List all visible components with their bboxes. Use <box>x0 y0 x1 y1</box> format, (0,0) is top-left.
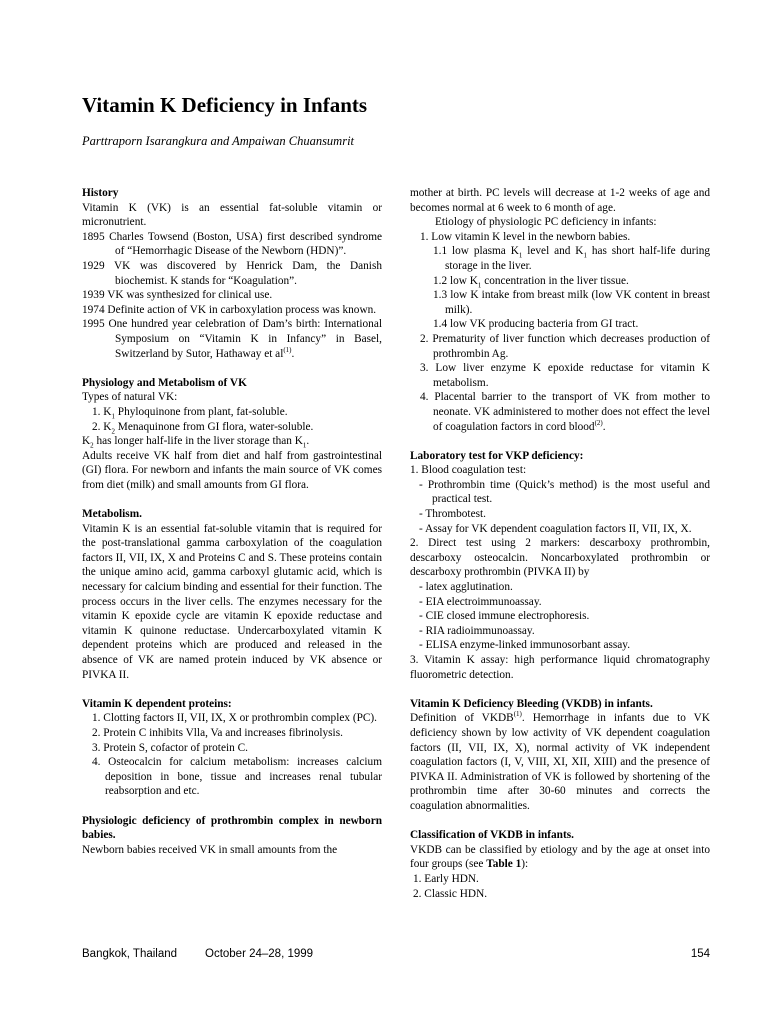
etiology-subitem <box>410 244 710 273</box>
item-text: Phyloquinone from plant, fat-soluble. <box>114 405 288 418</box>
classification-item: 2. Classic HDN. <box>413 887 488 900</box>
list-item: 4. Osteocalcin for calcium metabolism: increases calcium deposition in bone, tissue and increases renal tubular reabsorption and etc. <box>92 756 382 798</box>
classification-item: 1. Early HDN. <box>413 872 479 885</box>
item-text: . Hemorrhage in infants due to VK deficiency shown by low activity of VK dependent coagulation factors (II, VII, IX, X), normal activity of VK independent coagulation factors (I, V, VIII, XI, XII, XIII) and the presence of PIVKA II. Administration of VK is followed by shortening of the prothrombin time after 30-60 minutes and corrects the coagulation abnormalities. <box>410 712 710 812</box>
physiologic-paragraph-continued: mother at birth. PC levels will decrease at 1-2 weeks of age and becomes normal at 6 week to 6 month of age. <box>410 187 710 214</box>
punctuation: . <box>291 347 295 360</box>
left-column <box>82 186 382 857</box>
etiology-subitem: 1.3 low K intake from breast milk (low VK content in breast milk). <box>433 289 710 316</box>
lab-subitem: - Prothrombin time (Quick’s method) is the most useful and practical test. <box>419 478 710 506</box>
item-text: 2. K <box>92 420 112 433</box>
etiology-item: 1. Low vitamin K level in the newborn babies. <box>420 230 631 243</box>
item-text: concentration in the liver tissue. <box>481 274 629 287</box>
item-text: Menaquinone from GI flora, water-soluble. <box>114 420 314 433</box>
lab-subitem: - Assay for VK dependent coagulation factors II, VII, IX, X. <box>419 522 692 535</box>
list-item: 2. Protein C inhibits Vlla, Va and increases fibrinolysis. <box>92 726 343 739</box>
page-number: 154 <box>690 948 710 960</box>
reference-marker: (1) <box>513 710 522 719</box>
item-text: 4. Placental barrier to the transport of VK from mother to neonate. VK administered to mother does not effect the level of coagulation factors in cord blood <box>420 391 710 433</box>
item-text: level and K <box>522 245 584 258</box>
subscript: 2 <box>111 426 115 435</box>
history-event: 1895 Charles Towsend (Boston, USA) first described syndrome of “Hemorrhagic Disease of the Newborn (HDN)”. <box>82 230 382 258</box>
table-reference: Table 1 <box>486 858 522 871</box>
physiologic-paragraph: Newborn babies received VK in small amounts from the <box>82 843 338 856</box>
subscript: 2 <box>90 441 94 450</box>
list-item: 3. Protein S, cofactor of protein C. <box>92 741 248 754</box>
etiology-item: 3. Low liver enzyme K epoxide reductase for vitamin K metabolism. <box>420 362 710 389</box>
etiology-subitem: 1.4 low VK producing bacteria from GI tract. <box>433 318 639 331</box>
etiology-subitem <box>410 274 710 289</box>
section-heading-dependent-proteins: Vitamin K dependent proteins: <box>82 697 232 710</box>
history-event <box>82 317 382 361</box>
history-event-text: 1995 One hundred year celebration of Dam’s birth: International Symposium on “Vitamin K in Infancy” in Basel, Switzerland by Sutor, Hathaway et al <box>82 318 382 360</box>
item-text: VKDB can be classified by etiology and by the age at onset into four groups (see <box>410 843 710 871</box>
item-text: 1.1 low plasma K <box>433 245 519 258</box>
item-text: . <box>306 435 310 448</box>
reference-marker: (2) <box>594 418 603 427</box>
vk-type-item <box>82 405 382 420</box>
etiology-label: Etiology of physiologic PC deficiency in infants: <box>435 216 657 229</box>
right-column <box>410 186 710 901</box>
section-heading-physiologic-deficiency: Physiologic deficiency of prothrombin complex in newborn babies. <box>82 814 382 842</box>
item-text: 1. K <box>92 405 112 418</box>
history-event: 1974 Definite action of VK in carboxylation process was known. <box>82 303 377 316</box>
item-text: Definition of VKDB <box>410 712 514 725</box>
section-heading-lab-test: Laboratory test for VKP deficiency: <box>410 449 584 462</box>
classification-paragraph <box>410 843 710 872</box>
section-heading-vkdb: Vitamin K Deficiency Bleeding (VKDB) in infants. <box>410 697 653 710</box>
history-event: 1939 VK was synthesized for clinical use. <box>82 289 273 302</box>
paper-authors: Parttraporn Isarangkura and Ampaiwan Chuansumrit <box>82 134 355 148</box>
vkdb-definition <box>410 711 710 813</box>
metabolism-paragraph: Vitamin K is an essential fat-soluble vitamin that is required for the post-translational gamma carboxylation of the coagulation factors II, VII, IX, X and Proteins C and S. These proteins contain the unique amino acid, gamma carboxyl glutamic acid, which is necessary for calcium binding and essential for their function. The process occurs in the liver cells. The enzymes necessary for the vitamin K epoxide cycle are vitamin K epoxide reductase and vitamin K quinone reductase. Undercarboxylated vitamin K dependent proteins which are produced and released in the absence of VK are named protein induced by VK absence or PIVKA II. <box>82 522 382 681</box>
lab-test-item: 3. Vitamin K assay: high performance liquid chromatography fluorometric detection. <box>410 654 710 681</box>
section-heading-physiology: Physiology and Metabolism of VK <box>82 376 247 389</box>
etiology-item <box>410 390 710 434</box>
adults-paragraph: Adults receive VK half from diet and half from gastrointestinal (GI) flora. For newborn and infants the main source of VK comes from diet (milk) and small amounts from GI flora. <box>82 449 382 491</box>
types-label: Types of natural VK: <box>82 391 178 404</box>
item-text: ): <box>521 858 529 871</box>
lab-subitem: - EIA electroimmunoassay. <box>419 595 542 608</box>
section-heading-history: History <box>82 187 119 199</box>
lab-subitem: - latex agglutination. <box>419 581 513 594</box>
subscript: 1 <box>477 280 482 289</box>
lab-test-item: 2. Direct test using 2 markers: descarboxy prothrombin, descarboxy osteocalcin. Noncarboxylated prothrombin or descarboxy prothrombin (PIVKA II) by <box>410 537 710 579</box>
item-text: has short half-life during storage in the liver. <box>445 245 711 272</box>
subscript: 1 <box>583 251 587 260</box>
item-text: K <box>82 435 91 448</box>
lab-subitem: - CIE closed immune electrophoresis. <box>419 610 590 623</box>
reference-marker: (1) <box>283 345 292 354</box>
item-text: has longer half-life in the liver storage than K <box>93 435 303 448</box>
punctuation: . <box>602 420 606 433</box>
lab-test-item: 1. Blood coagulation test: <box>410 464 527 477</box>
subscript: 1 <box>302 441 307 450</box>
lab-subitem: - ELISA enzyme-linked immunosorbant assay. <box>419 639 631 652</box>
subscript: 1 <box>111 412 115 421</box>
footer-date: October 24–28, 1999 <box>205 948 314 960</box>
list-item: 1. Clotting factors II, VII, IX, X or prothrombin complex (PC). <box>92 712 377 725</box>
item-text: 1.2 low K <box>433 274 478 287</box>
section-heading-metabolism: Metabolism. <box>82 508 142 521</box>
subscript: 1 <box>518 251 523 260</box>
paper-title: Vitamin K Deficiency in Infants <box>82 93 368 117</box>
footer-location: Bangkok, Thailand <box>82 948 178 960</box>
lab-subitem: - Thrombotest. <box>419 508 486 521</box>
etiology-item: 2. Prematurity of liver function which decreases production of prothrombin Ag. <box>420 332 710 360</box>
lab-subitem: - RIA radioimmunoassay. <box>419 624 535 637</box>
k2-statement <box>82 434 382 449</box>
history-intro: Vitamin K (VK) is an essential fat-soluble vitamin or micronutrient. <box>82 201 382 229</box>
history-event: 1929 VK was discovered by Henrick Dam, the Danish biochemist. K stands for “Koagulation”. <box>82 259 382 287</box>
section-heading-classification: Classification of VKDB in infants. <box>410 829 574 842</box>
vk-type-item <box>82 420 382 435</box>
